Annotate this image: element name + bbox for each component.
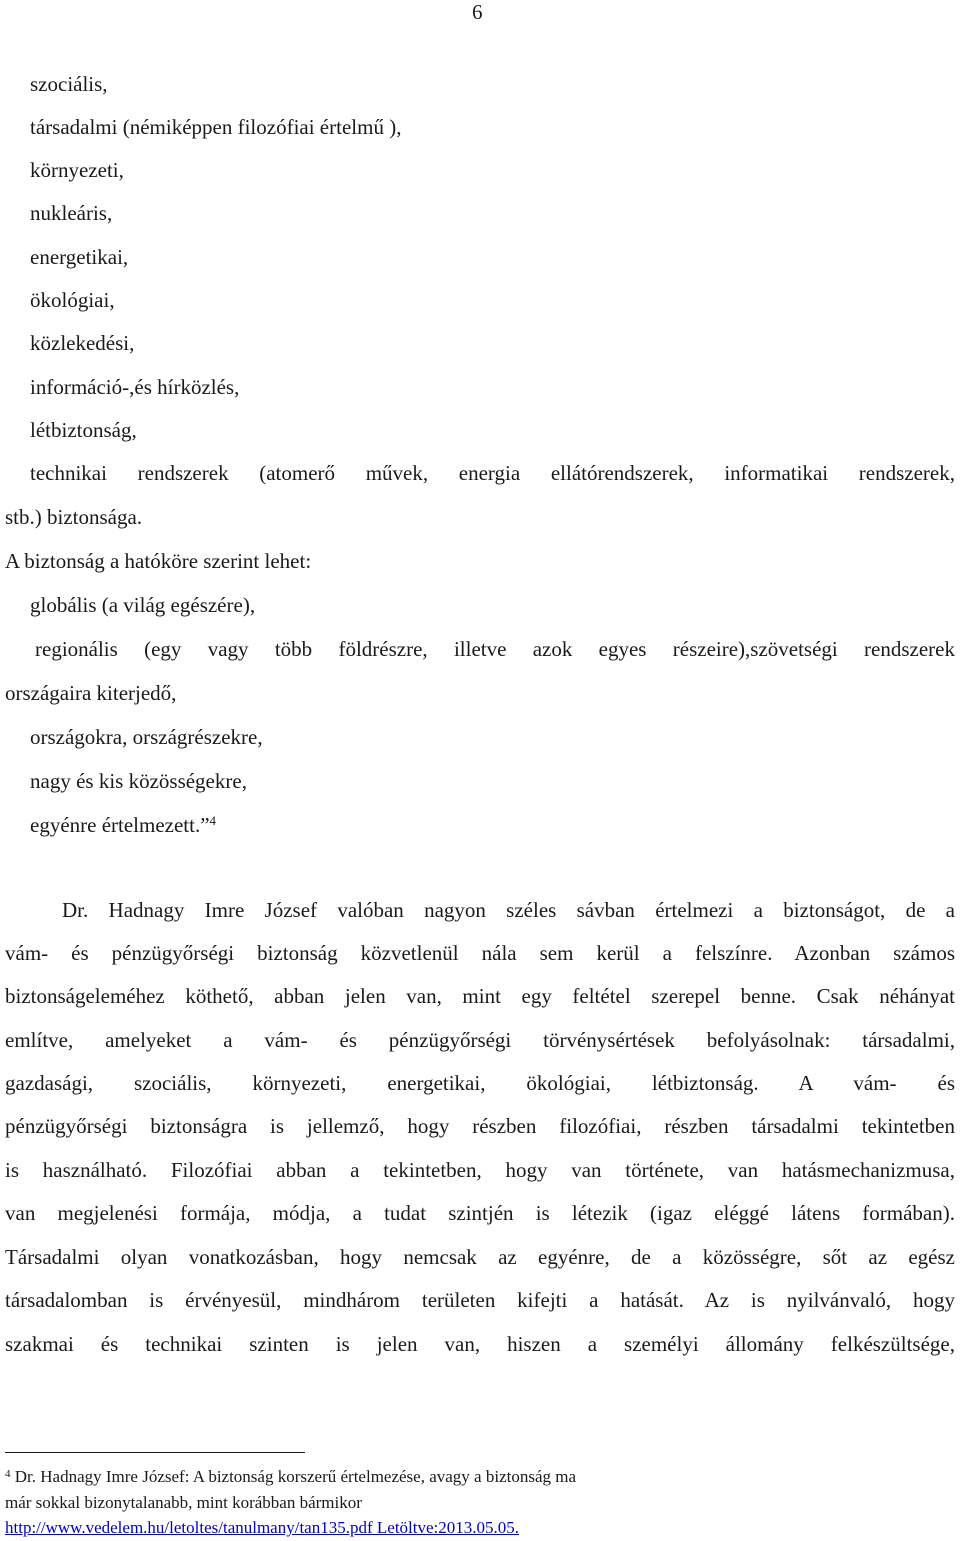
paragraph-line: vám- és pénzügyőrségi biztonság közvetlenül nála sem kerül a felszínre. Azonban számos — [5, 941, 955, 965]
paragraph-line: pénzügyőrségi biztonságra is jellemző, hogy részben filozófiai, részben társadalmi tekintetben — [5, 1114, 955, 1138]
scope-item: globális (a világ egészére), — [30, 593, 256, 617]
paragraph-line: van megjelenési formája, módja, a tudat szintjén is létezik (igaz eléggé látens formában). — [5, 1201, 955, 1225]
list-item: információ-,és hírközlés, — [30, 375, 240, 399]
scope-item: regionális (egy vagy több földrészre, illetve azok egyes részeire),szövetségi rendszerek — [35, 637, 955, 661]
page-number: 6 — [472, 0, 483, 24]
footnote-line: $^4$ Dr. Hadnagy Imre József: A biztonság korszerű értelmezése, avagy a biztonság ma — [5, 1467, 577, 1486]
list-item: energetikai, — [30, 245, 129, 269]
paragraph-line: Társadalmi olyan vonatkozásban, hogy nemcsak az egyénre, de a közösségre, sőt az egész — [5, 1245, 955, 1269]
paragraph-line: is használható. Filozófiai abban a tekintetben, hogy van története, van hatásmechanizmusa, — [5, 1158, 955, 1182]
list-item: környezeti, — [30, 158, 124, 182]
technical-systems-line-end: stb.) biztonsága. — [5, 505, 143, 529]
scope-item-continued: országaira kiterjedő, — [5, 681, 177, 705]
footnote-link[interactable]: http://www.vedelem.hu/letoltes/tanulmany/tan135.pdf Letöltve:2013.05.05. — [5, 1518, 520, 1537]
paragraph-line: gazdasági, szociális, környezeti, energetikai, ökológiai, létbiztonság. A vám- és — [5, 1071, 955, 1095]
footnote-separator — [5, 1452, 305, 1453]
list-item: közlekedési, — [30, 331, 135, 355]
paragraph-line: említve, amelyeket a vám- és pénzügyőrségi törvénysértések befolyásolnak: társadalmi, — [5, 1028, 955, 1052]
footnote-number: 4 — [5, 1468, 11, 1480]
technical-systems-line: technikai rendszerek (atomerő művek, energia ellátórendszerek, informatikai rendszerek, — [30, 461, 955, 485]
list-item: létbiztonság, — [30, 418, 137, 442]
scope-item: nagy és kis közösségekre, — [30, 769, 247, 793]
paragraph-line: szakmai és technikai szinten is jelen van, hiszen a személyi állomány felkészültsége, — [5, 1332, 955, 1356]
list-item: ökológiai, — [30, 288, 115, 312]
footnote-line: már sokkal bizonytalanabb, mint korábban bármikor — [5, 1493, 362, 1512]
list-item: nukleáris, — [30, 201, 113, 225]
scope-intro: A biztonság a hatóköre szerint lehet: — [5, 549, 312, 573]
paragraph-line: biztonságeleméhez köthető, abban jelen van, mint egy feltétel szerepel benne. Csak néhányat — [5, 984, 955, 1008]
list-item: szociális, — [30, 72, 108, 96]
footnote-ref: 4 — [209, 813, 217, 828]
scope-item: egyénre értelmezett.”$^4$ — [30, 813, 217, 837]
paragraph-line: Dr. Hadnagy Imre József valóban nagyon széles sávban értelmezi a biztonságot, de a — [62, 898, 955, 922]
scope-item: országokra, országrészekre, — [30, 725, 263, 749]
list-item: társadalmi (némiképpen filozófiai értelmű ), — [30, 115, 402, 139]
paragraph-line: társadalomban is érvényesül, mindhárom területen kifejti a hatását. Az is nyilvánvaló, hogy — [5, 1288, 955, 1312]
